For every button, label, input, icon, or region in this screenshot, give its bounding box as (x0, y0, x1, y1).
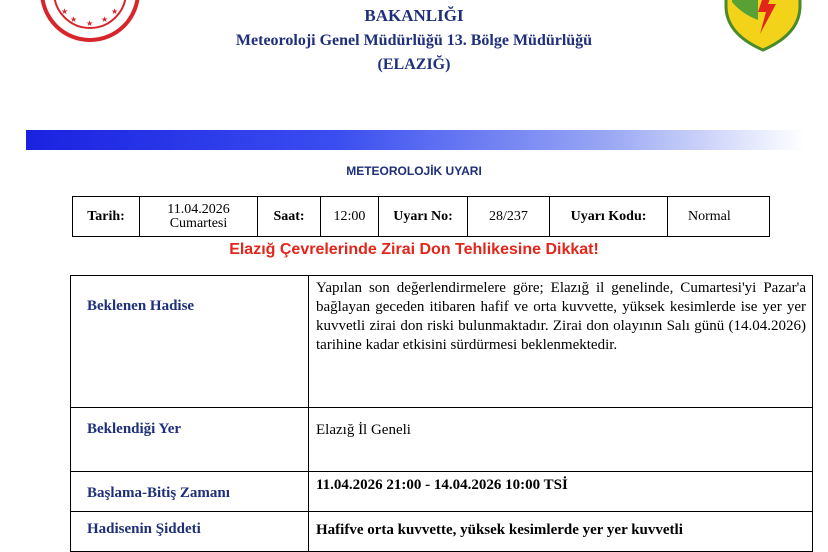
day-value: Cumartesi (169, 215, 228, 231)
warning-info-table (72, 196, 770, 237)
svg-text:★: ★ (86, 19, 94, 28)
warning-code-value: Normal (668, 197, 770, 237)
city-name: (ELAZIĞ) (377, 56, 451, 73)
warning-details-table (70, 275, 813, 552)
department-name: Meteoroloji Genel Müdürlüğü 13. Bölge Müdürlüğü (235, 32, 593, 49)
svg-text:★: ★ (101, 15, 109, 24)
expected-event-label: Beklenen Hadise (71, 276, 309, 408)
warning-no-label: Uyarı No: (379, 197, 468, 237)
time-label: Saat: (258, 197, 321, 237)
severity-value: Hafifve orta kuvvette, yüksek kesimlerde yer yer kuvvetli (309, 512, 813, 552)
warning-code-label: Uyarı Kodu: (550, 197, 668, 237)
svg-text:★: ★ (61, 7, 69, 16)
severity-label: Hadisenin Şiddeti (71, 512, 309, 552)
period-label: Başlama-Bitiş Zamanı (71, 472, 309, 512)
svg-text:★: ★ (70, 15, 78, 24)
header-gradient-bar (26, 130, 804, 150)
location-value: Elazığ İl Geneli (309, 408, 813, 472)
svg-text:★: ★ (111, 7, 119, 16)
ministry-name: BAKANLIĞI (364, 6, 464, 25)
time-value: 12:00 (321, 197, 379, 237)
location-label: Beklendiği Yer (71, 408, 309, 472)
warning-no-value: 28/237 (468, 197, 550, 237)
date-cell (140, 197, 258, 237)
date-value: 11.04.2026 (167, 201, 230, 217)
period-value: 11.04.2026 21:00 - 14.04.2026 10:00 TSİ (309, 472, 813, 512)
date-label: Tarih: (73, 197, 140, 237)
expected-event-text: Yapılan son değerlendirmelere göre; Elazığ il genelinde, Cumartesi'yi Pazar'a bağlayan geceden itibaren hafif ve orta kuvvette, yüksek kesimlerde ise yer yer kuvvetli zirai don riski bulunmaktadır. Zirai don olayının Salı günü (14.04.2026) tarihine kadar etkisini sürdürmesi beklenmektedir. (309, 276, 813, 408)
warning-headline: Elazığ Çevrelerinde Zirai Don Tehlikesine Dikkat! (229, 241, 599, 258)
document-title: METEOROLOJİK UYARI (346, 164, 482, 178)
